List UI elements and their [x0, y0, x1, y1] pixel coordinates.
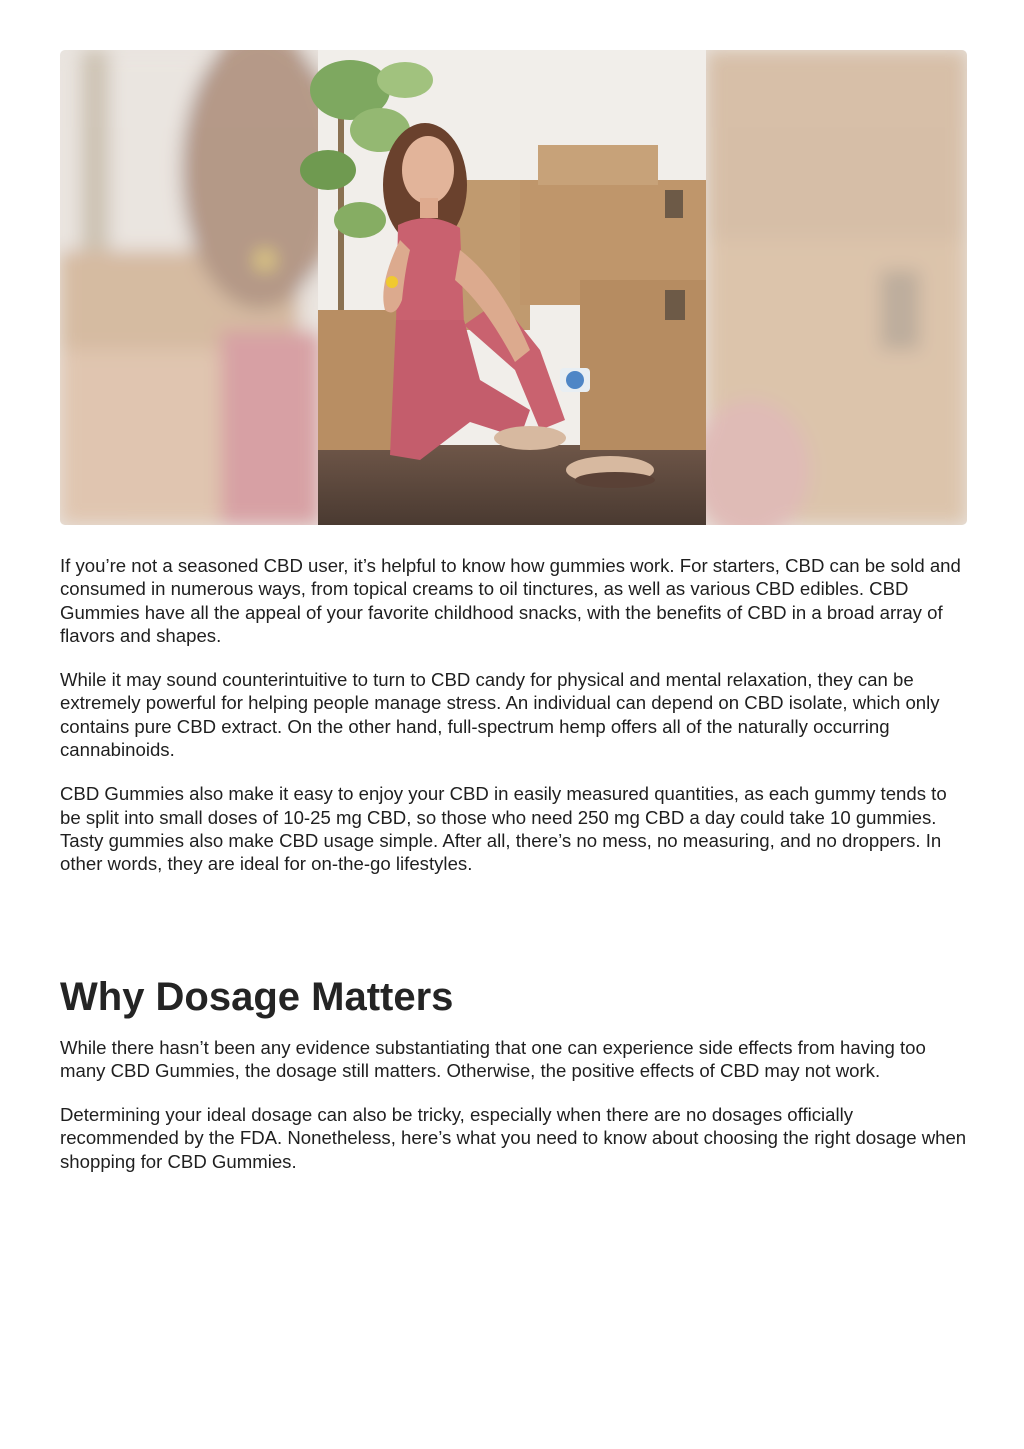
- hero-image: [60, 50, 967, 525]
- section-heading: Why Dosage Matters: [60, 974, 454, 1019]
- photo-woman-pink-outfit-boxes: [60, 50, 967, 525]
- intro-paragraph-3: CBD Gummies also make it easy to enjoy your CBD in easily measured quantities, as each gummy tends to be split into small doses of 10-25 mg CBD, so those who need 250 mg CBD a day could take 10 gummies. Tasty gummies also make CBD usage simple. After all, there’s no mess, no measuring, and no droppers. In other words, they are ideal for on-the-go lifestyles.: [60, 783, 947, 875]
- main-photo-panel: [300, 50, 706, 525]
- blurred-left-panel: [60, 50, 340, 525]
- intro-paragraph-2: While it may sound counterintuitive to turn to CBD candy for physical and mental relaxation, they can be extremely powerful for helping people manage stress. An individual can depend on CBD isolate, which only contains pure CBD extract. On the other hand, full-spectrum hemp offers all of the naturally occurring cannabinoids.: [60, 669, 940, 761]
- intro-paragraph-1: If you’re not a seasoned CBD user, it’s helpful to know how gummies work. For starters, CBD can be sold and consumed in numerous ways, from topical creams to oil tinctures, as well as various CBD edibles. CBD Gummies have all the appeal of your favorite childhood snacks, with the benefits of CBD in a broad array of flavors and shapes.: [60, 555, 961, 646]
- article-body: [60, 554, 970, 1194]
- section-paragraph-2: Determining your ideal dosage can also be tricky, especially when there are no dosages officially recommended by the FDA. Nonetheless, here’s what you need to know about choosing the right dosage when shopping for CBD Gummies.: [60, 1104, 967, 1172]
- section-paragraph-1: While there hasn’t been any evidence substantiating that one can experience side effects from having too many CBD Gummies, the dosage still matters. Otherwise, the positive effects of CBD may not work.: [60, 1036, 926, 1081]
- blurred-right-panel: [690, 50, 967, 525]
